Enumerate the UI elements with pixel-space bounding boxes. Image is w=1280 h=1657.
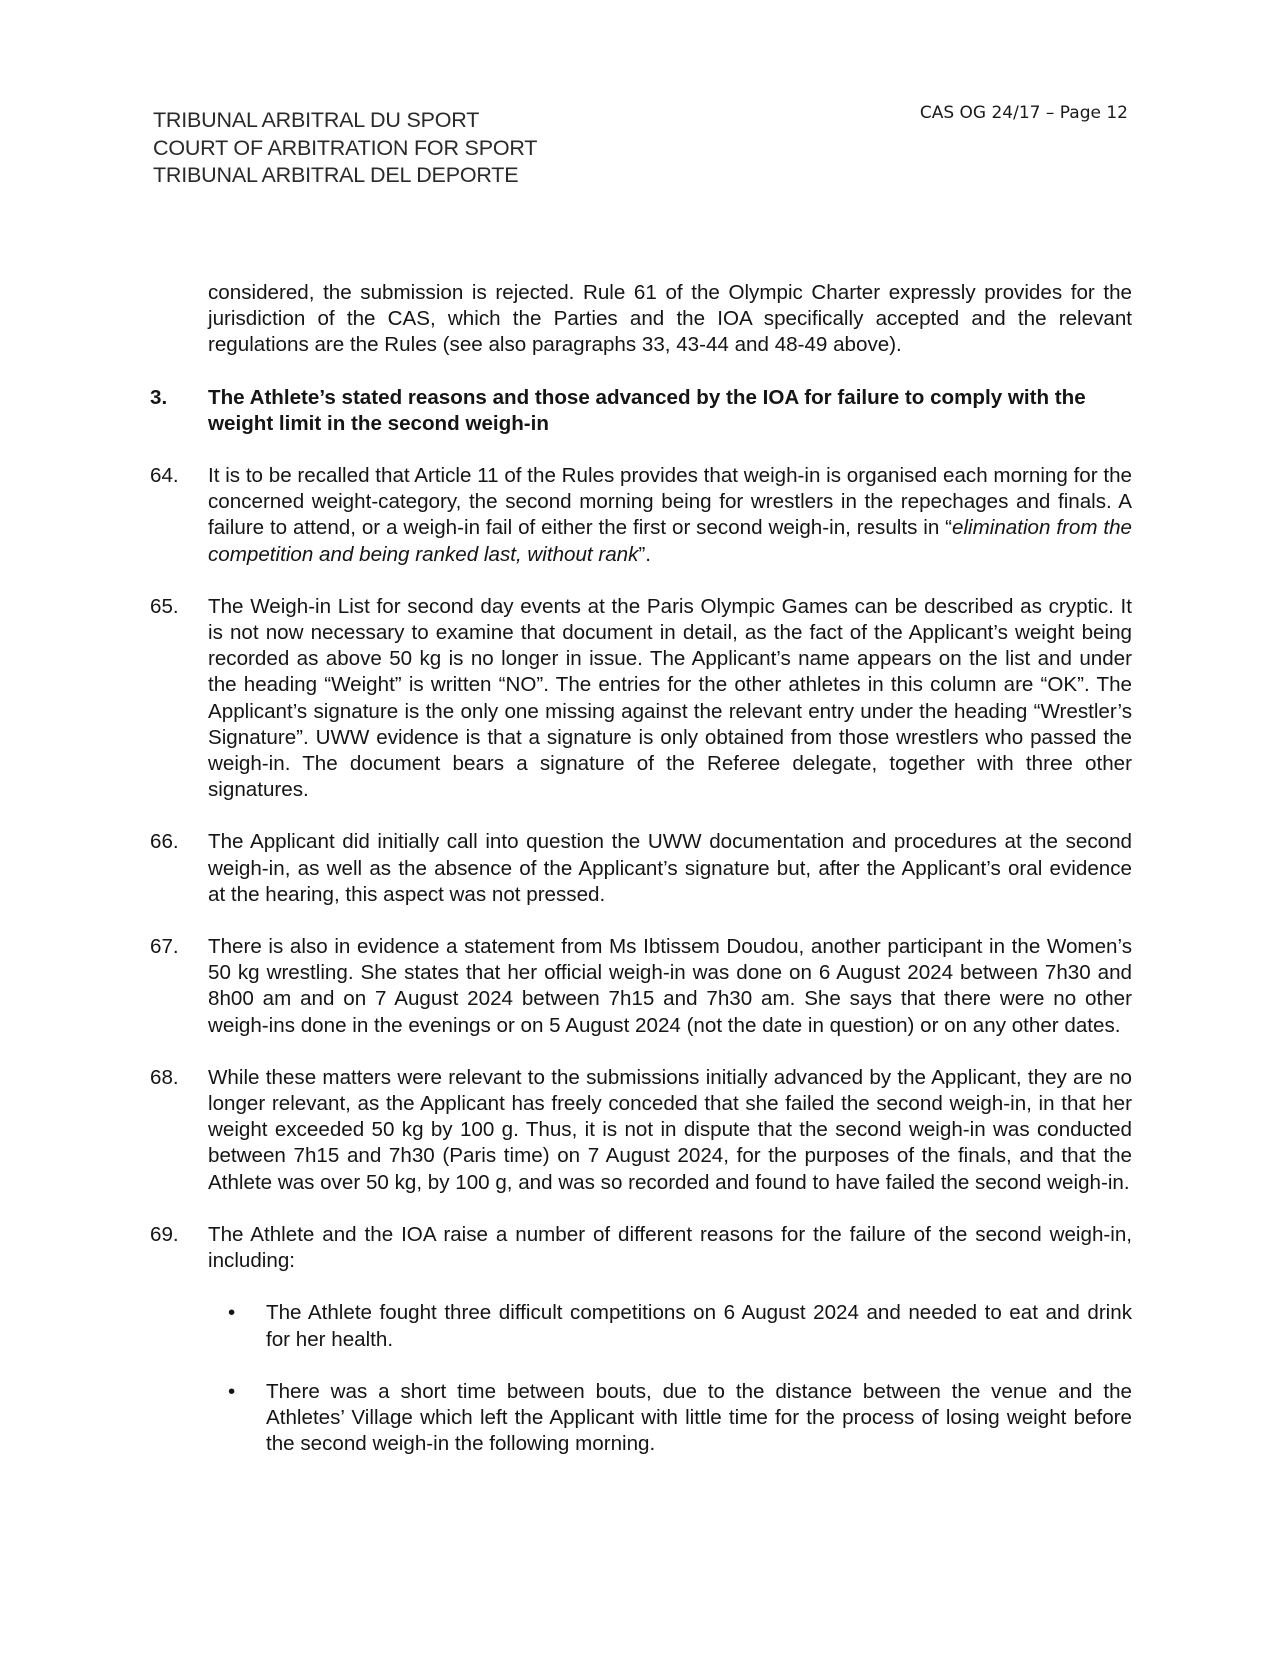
bullet-item [150,1300,1132,1352]
paragraph-number: 65. [150,594,179,618]
paragraph-number: 69. [150,1222,179,1246]
paragraph-text: It is to be recalled that Article 11 of the Rules provides that weigh-in is organised each morning for the concerned weight-category, the second morning being for wrestlers in the repechages and finals. A failure to attend, or a weigh-in fail of either the first or second weigh-in, results in “ [208,464,1132,540]
org-name-english: COURT OF ARBITRATION FOR SPORT [153,135,538,160]
paragraph-number: 66. [150,830,179,854]
paragraph-text: While these matters were relevant to the submissions initially advanced by the Applicant, they are no longer relevant, as the Applicant has freely conceded that she failed the second weigh-in, in that her weight exceeded 50 kg by 100 g. Thus, it is not in dispute that the second weigh-in was conducted between 7h15 and 7h30 (Paris time) on 7 August 2024, for the purposes of the finals, and that the Athlete was over 50 kg, by 100 g, and was so recorded and found to have failed the second weigh-in. [208,1065,1132,1194]
bullet-text: There was a short time between bouts, due to the distance between the venue and the Athletes’ Village which left the Applicant with little time for the process of losing weight before the second weigh-in the following morning. [266,1379,1132,1456]
continued-paragraph: considered, the submission is rejected. Rule 61 of the Olympic Charter expressly provides for the jurisdiction of the CAS, which the Parties and the IOA specifically accepted and the relevant regulations are the Rules (see also paragraphs 33, 43-44 and 48-49 above). [208,281,1132,357]
paragraph-68 [150,1065,1132,1196]
paragraph-text: The Weigh-in List for second day events at the Paris Olympic Games can be described as cryptic. It is not now necessary to examine that document in detail, as the fact of the Applicant’s weight being recorded as above 50 kg is no longer in issue. The Applicant’s name appears on the list and under the heading “Weight” is written “NO”. The entries for the other athletes in this column are “OK”. The Applicant’s signature is the only one missing against the relevant entry under the heading “Wrestler’s Signature”. UWW evidence is that a signature is only obtained from those wrestlers who passed the weigh-in. The document bears a signature of the Referee delegate, together with three other signatures. [208,594,1132,802]
paragraph-66 [150,829,1132,908]
paragraph-number: 67. [150,935,179,959]
paragraph-text: There is also in evidence a statement from Ms Ibtissem Doudou, another participant in the Women’s 50 kg wrestling. She states that her official weigh-in was done on 6 August 2024 between 7h30 and 8h00 am and on 7 August 2024 between 7h15 and 7h30 am. She says that there were no other weigh-ins done in the evenings or on 5 August 2024 (not the date in question) or on any other dates. [208,935,1132,1037]
quoted-rule-text: elimination from the competition and being ranked last, without rank [208,516,1133,566]
section-heading [150,385,1132,437]
paragraph-text: The Athlete and the IOA raise a number of different reasons for the failure of the second weigh-in, including: [208,1222,1132,1273]
section-title: The Athlete’s stated reasons and those advanced by the IOA for failure to comply with the weight limit in the second weigh-in [208,385,1086,435]
paragraph-67 [150,934,1132,1039]
paragraph-number: 68. [150,1065,179,1089]
paragraph-69 [150,1222,1132,1274]
paragraph-64 [150,463,1132,568]
document-body [150,280,1132,1483]
bullet-icon: • [228,1301,236,1325]
case-reference-page-number: CAS OG 24/17 – Page 12 [919,103,1128,123]
paragraph-text-end: ”. [638,542,652,566]
bullet-icon: • [228,1379,236,1403]
bullet-item [150,1379,1132,1458]
bullet-text: The Athlete fought three difficult competitions on 6 August 2024 and needed to eat and drink for her health. [266,1301,1132,1351]
org-name-spanish: TRIBUNAL ARBITRAL DEL DEPORTE [153,163,519,187]
paragraph-65 [150,594,1132,804]
org-name-french: TRIBUNAL ARBITRAL DU SPORT [153,108,480,132]
reasons-bullet-list [150,1300,1132,1457]
organisation-letterhead [153,107,537,190]
paragraph-text: The Applicant did initially call into question the UWW documentation and procedures at the second weigh-in, as well as the absence of the Applicant’s signature but, after the Applicant’s oral evidence at the hearing, this aspect was not pressed. [208,830,1132,906]
section-number: 3. [150,385,168,409]
paragraph-number: 64. [150,464,179,488]
